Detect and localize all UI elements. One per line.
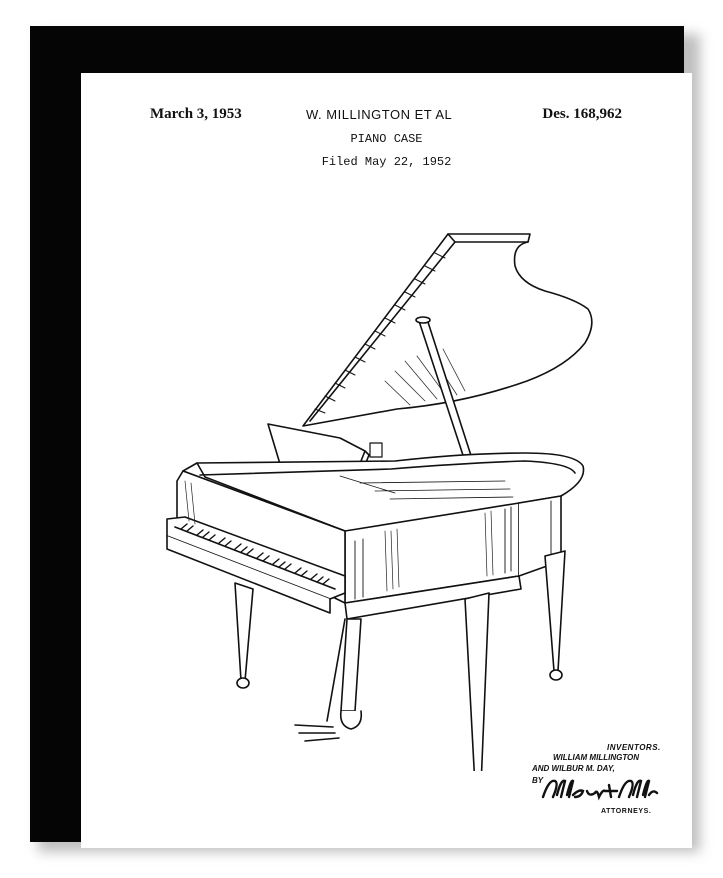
patent-title: PIANO CASE [350,132,423,146]
picture-frame [30,26,684,842]
attorney-signature [539,775,659,803]
design-number: Des. 168,962 [542,106,622,122]
inventors-label: INVENTORS. [607,743,661,752]
filed-date: Filed May 22, 1952 [321,155,452,169]
inventor-name-2: AND WILBUR M. DAY, [532,764,615,773]
patent-sheet [81,73,692,848]
by-label: BY [532,776,544,785]
inventors-header: W. MILLINGTON ET AL [306,107,453,122]
attorneys-label: ATTORNEYS. [601,808,652,815]
grand-piano-drawing [165,231,605,771]
patent-date: March 3, 1953 [150,106,242,122]
inventor-name-1: WILLIAM MILLINGTON [553,753,640,762]
